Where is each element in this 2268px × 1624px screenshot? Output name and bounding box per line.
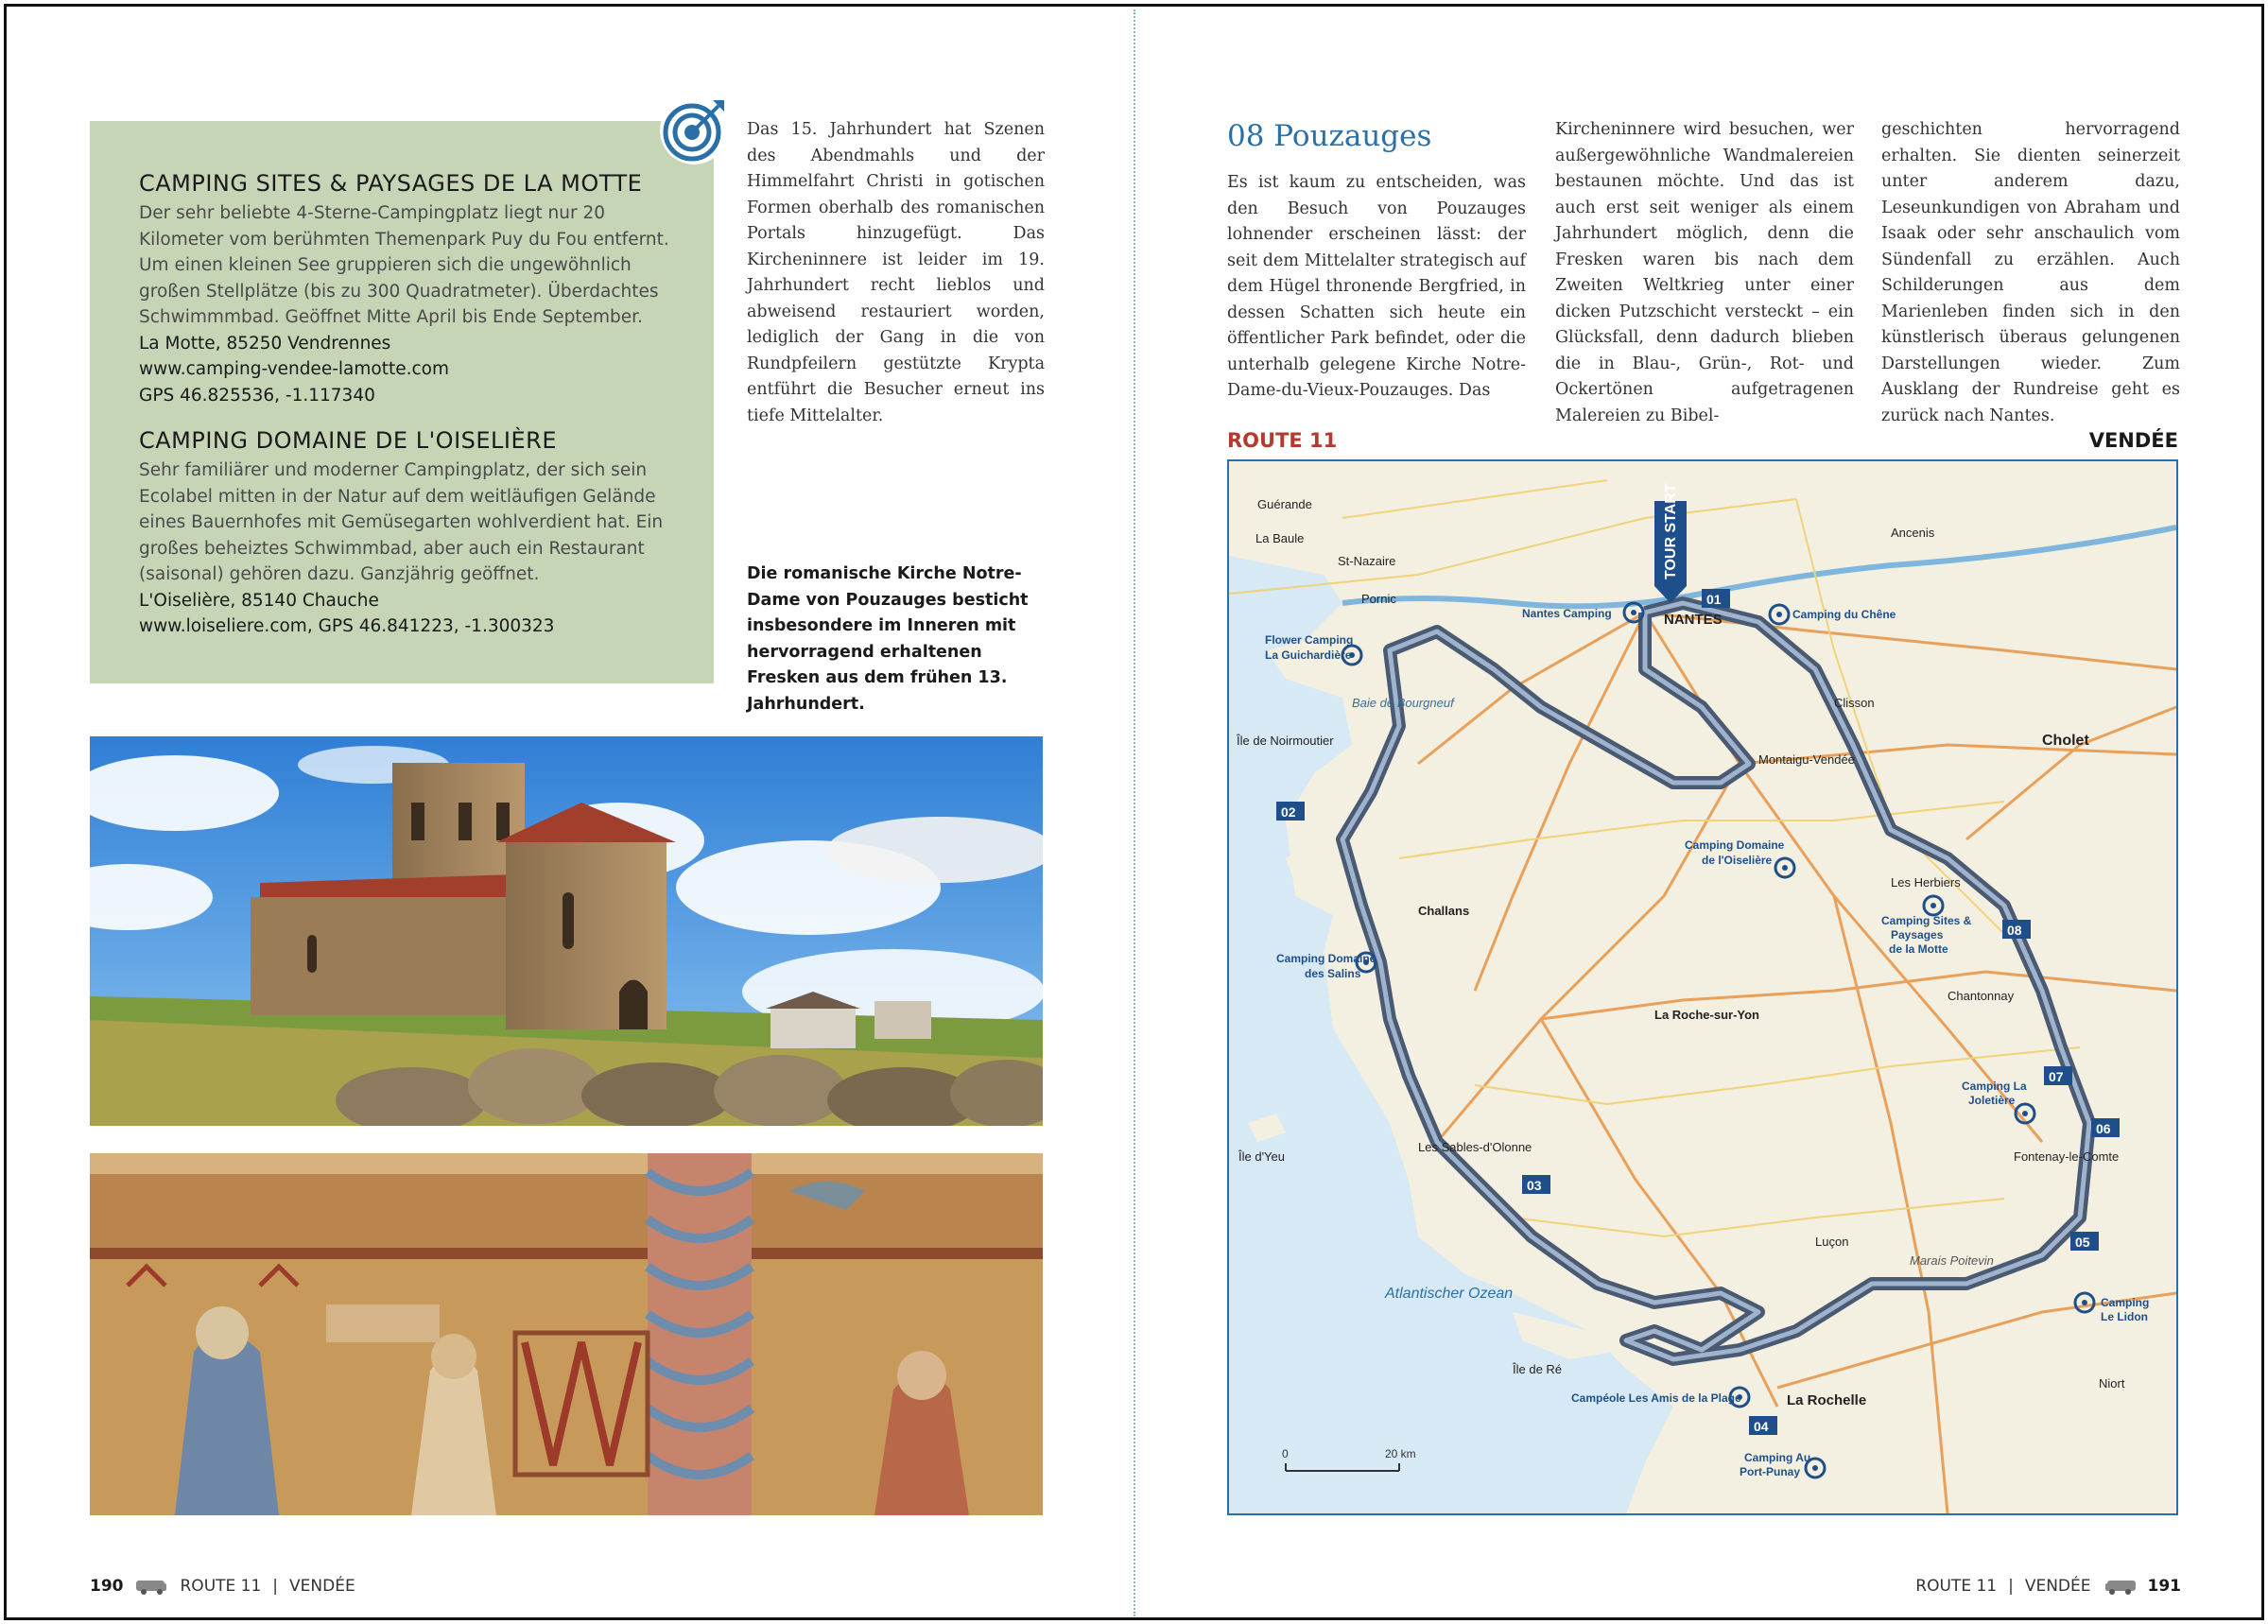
stop-04 <box>1749 1416 1777 1435</box>
town-nantes: NANTES <box>1664 612 1723 628</box>
campsite-marker-lidon[interactable] <box>2075 1293 2149 1323</box>
town-la-baule: La Baule <box>1255 531 1305 545</box>
svg-text:Paysages: Paysages <box>1891 928 1944 942</box>
scale-start: 0 <box>1282 1447 1289 1460</box>
svg-text:de l'Oiselière: de l'Oiselière <box>1702 854 1773 867</box>
campsite-marker-oiseliere[interactable] <box>1685 838 1794 877</box>
town-lucon: Luçon <box>1815 1235 1849 1249</box>
footer-region-left: VENDÉE <box>289 1577 355 1596</box>
right-page-footer <box>1915 1577 2181 1596</box>
town-clisson: Clisson <box>1834 696 1875 710</box>
svg-text:Nantes Camping: Nantes Camping <box>1522 607 1612 620</box>
bay-bourgneuf: Baie de Bourgneuf <box>1352 696 1454 710</box>
svg-text:Camping Domaine: Camping Domaine <box>1685 838 1785 852</box>
campsite-2-address: L'Oiselière, 85140 Chauche <box>139 590 379 611</box>
tour-start-text: TOUR START <box>1663 483 1679 579</box>
svg-text:Camping Sites &: Camping Sites & <box>1881 914 1972 927</box>
svg-text:Camping La: Camping La <box>1962 1080 2027 1093</box>
campsite-marker-joletiere[interactable] <box>1962 1080 2034 1123</box>
stop-07 <box>2044 1066 2072 1085</box>
page-number-right: 191 <box>2147 1577 2181 1596</box>
campsite-marker-chene[interactable] <box>1770 605 1896 624</box>
svg-text:07: 07 <box>2049 1069 2064 1084</box>
book-gutter <box>1134 9 1135 1616</box>
campsite-marker-guichardiere[interactable] <box>1265 633 1361 665</box>
svg-text:Camping: Camping <box>2101 1296 2150 1309</box>
svg-text:06: 06 <box>2096 1121 2111 1136</box>
right-column-1: Es ist kaum zu entscheiden, was den Besuch von Pouzauges lohnender erscheinen lässt: der seit dem Mittelalter strategisch auf dem Hügel thronende Bergfried, in dessen Schatten sich heute ein öffentlicher Park befindet, oder die unterhalb gelegene Kirche Notre-Dame-du-Vieux-Pouzauges. Das <box>1227 173 1526 400</box>
town-fontenay: Fontenay-le-Comte <box>2014 1149 2120 1164</box>
campsite-info-box <box>90 121 714 683</box>
svg-text:02: 02 <box>1281 804 1296 820</box>
town-pornic: Pornic <box>1361 592 1396 606</box>
svg-text:des Salins: des Salins <box>1305 967 1361 980</box>
church-photo <box>90 736 1043 1126</box>
footer-separator-right: | <box>2008 1577 2014 1596</box>
fresco-photo <box>90 1153 1043 1515</box>
map-region-label: VENDÉE <box>2088 429 2178 452</box>
footer-separator: | <box>272 1577 279 1596</box>
svg-text:Port-Punay: Port-Punay <box>1740 1465 1801 1478</box>
left-column-text: Das 15. Jahrhundert hat Szenen des Abendmahls und der Himmelfahrt Christi in gotischen Formen oberhalb des romanischen Portals hinzugefügt. Das Kircheninnere ist leider im 19. Jahrhundert recht lieblos und abweisend restauriert worden, lediglich der Gang in die von Rundpfeilern gestützte Krypta entführt die Besucher erneut ins tiefe Mittelalter. <box>747 120 1045 425</box>
stop-08 <box>2002 920 2031 939</box>
svg-text:Le Lidon: Le Lidon <box>2101 1310 2148 1323</box>
town-challans: Challans <box>1418 904 1470 918</box>
route-line <box>1342 603 2089 1359</box>
town-la-roche: La Roche-sur-Yon <box>1654 1008 1759 1022</box>
campsite-1-website[interactable]: www.camping-vendee-lamotte.com <box>139 359 449 379</box>
stop-03 <box>1522 1175 1550 1194</box>
footer-region-right: VENDÉE <box>2024 1577 2091 1596</box>
photo-caption: Die romanische Kirche Notre-Dame von Pouzauges besticht insbesondere im Inneren mit hervorragend erhaltenen Fresken aus dem frühen 13. Jahrhundert. <box>747 564 1029 714</box>
campsite-2-website-gps[interactable]: www.loiseliere.com, GPS 46.841223, -1.300323 <box>139 616 555 636</box>
camper-van-icon <box>135 1578 169 1595</box>
town-montaigu: Montaigu-Vendée <box>1758 752 1855 767</box>
svg-text:Joletière: Joletière <box>1968 1094 2016 1107</box>
map-route-label: ROUTE 11 <box>1227 429 1338 452</box>
stop-01 <box>1702 589 1730 608</box>
page-number-left: 190 <box>90 1577 124 1596</box>
svg-text:La Guichardière: La Guichardière <box>1265 648 1352 662</box>
footer-route-left: ROUTE 11 <box>180 1577 262 1596</box>
right-column-2: Kircheninnere wird besuchen, wer außergewöhnliche Wandmalereien bestaunen möchte. Und das ist auch erst seit weniger als einem Jahrhundert möglich, denn die Fresken waren bis nach dem Zweiten Weltkrieg unter einer dicken Putzschicht versteckt – ein Glücksfall, denn dadurch blieben die in Blau-, Grün-, Rot- und Ockertönen aufgetragenen Malereien zu Bibel- <box>1555 120 1854 425</box>
town-la-rochelle: La Rochelle <box>1787 1392 1867 1408</box>
section-title: 08 Pouzauges <box>1227 119 1432 153</box>
footer-route-right: ROUTE 11 <box>1915 1577 1998 1596</box>
svg-text:Camping Domaine: Camping Domaine <box>1276 952 1376 965</box>
town-guerande: Guérande <box>1257 497 1312 511</box>
town-niort: Niort <box>2099 1376 2125 1391</box>
svg-text:Camping Au: Camping Au <box>1744 1451 1811 1464</box>
town-les-sables: Les Sables-d'Olonne <box>1418 1140 1532 1154</box>
town-les-herbiers: Les Herbiers <box>1891 875 1961 890</box>
route-map <box>1227 459 2178 1515</box>
svg-text:08: 08 <box>2007 923 2022 938</box>
town-ile-re: Île de Ré <box>1513 1362 1563 1376</box>
campsite-1-description: Der sehr beliebte 4-Sterne-Campingplatz liegt nur 20 Kilometer vom berühmten Themenpark Puy du Fou entfernt. Um einen kleinen See gruppieren sich die ungewöhnlich großen Stellplätze (bis zu 300 Quadratmeter). Überdachtes Schwimmmbad. Geöffnet Mitte April bis Ende September. <box>139 203 669 327</box>
camper-van-icon <box>2103 1578 2137 1595</box>
right-column-3: geschichten hervorragend erhalten. Sie dienten seinerzeit unter anderem dazu, Leseunkundigen von Abraham und Isaak oder sehr anschaulich vom Sündenfall zu erzählen. Auch Schilderungen aus dem Marienleben finden sich in den künstlerisch überaus gelungenen Darstellungen wieder. Zum Ausklang der Rundreise geht es zurück nach Nantes. <box>1881 120 2180 425</box>
ocean-label: Atlantischer Ozean <box>1385 1286 1514 1302</box>
loire-river <box>1342 527 2176 606</box>
svg-text:04: 04 <box>1754 1419 1769 1434</box>
campsite-2-title: CAMPING DOMAINE DE L'OISELIÈRE <box>139 427 557 454</box>
svg-text:03: 03 <box>1527 1178 1542 1193</box>
campsite-1-gps: GPS 46.825536, -1.117340 <box>139 385 375 406</box>
region-marais: Marais Poitevin <box>1910 1253 1994 1268</box>
svg-text:Flower Camping: Flower Camping <box>1265 633 1354 647</box>
campsite-1-title: CAMPING SITES & PAYSAGES DE LA MOTTE <box>139 170 643 197</box>
stop-06 <box>2091 1118 2120 1137</box>
stop-05 <box>2070 1232 2099 1251</box>
campsite-marker-port-punay[interactable] <box>1740 1451 1825 1478</box>
target-icon <box>658 95 730 166</box>
svg-text:05: 05 <box>2075 1235 2090 1250</box>
town-ancenis: Ancenis <box>1891 526 1935 540</box>
town-chantonnay: Chantonnay <box>1948 989 2015 1003</box>
town-noirmoutier: Île de Noirmoutier <box>1237 734 1334 748</box>
town-ile-yeu: Île d'Yeu <box>1238 1149 1285 1164</box>
campsite-1-address: La Motte, 85250 Vendrennes <box>139 333 391 354</box>
scale-end: 20 km <box>1385 1447 1416 1460</box>
tour-start-badge <box>1654 483 1687 603</box>
town-saint-nazaire: St-Nazaire <box>1338 554 1396 568</box>
svg-text:Campéole Les Amis de la Plage: Campéole Les Amis de la Plage <box>1571 1391 1741 1405</box>
town-cholet: Cholet <box>2042 733 2089 749</box>
campsite-2-description: Sehr familiärer und moderner Campingplatz, der sich sein Ecolabel mitten in der Natur auf dem weitläufigen Gelände eines Bauernhofes mit Gemüsegarten wohlverdient hat. Ein großes beheiztes Schwimmbad, aber auch ein Restaurant (saisonal) gehören dazu. Ganzjährig geöffnet. <box>139 460 664 584</box>
map-header <box>1227 429 2178 452</box>
campsite-marker-la-motte[interactable] <box>1881 896 1972 956</box>
svg-text:Camping du Chêne: Camping du Chêne <box>1792 608 1896 621</box>
left-page-footer <box>90 1577 355 1596</box>
svg-text:de la Motte: de la Motte <box>1889 942 1948 956</box>
svg-text:01: 01 <box>1706 592 1722 607</box>
stop-02 <box>1276 802 1305 821</box>
